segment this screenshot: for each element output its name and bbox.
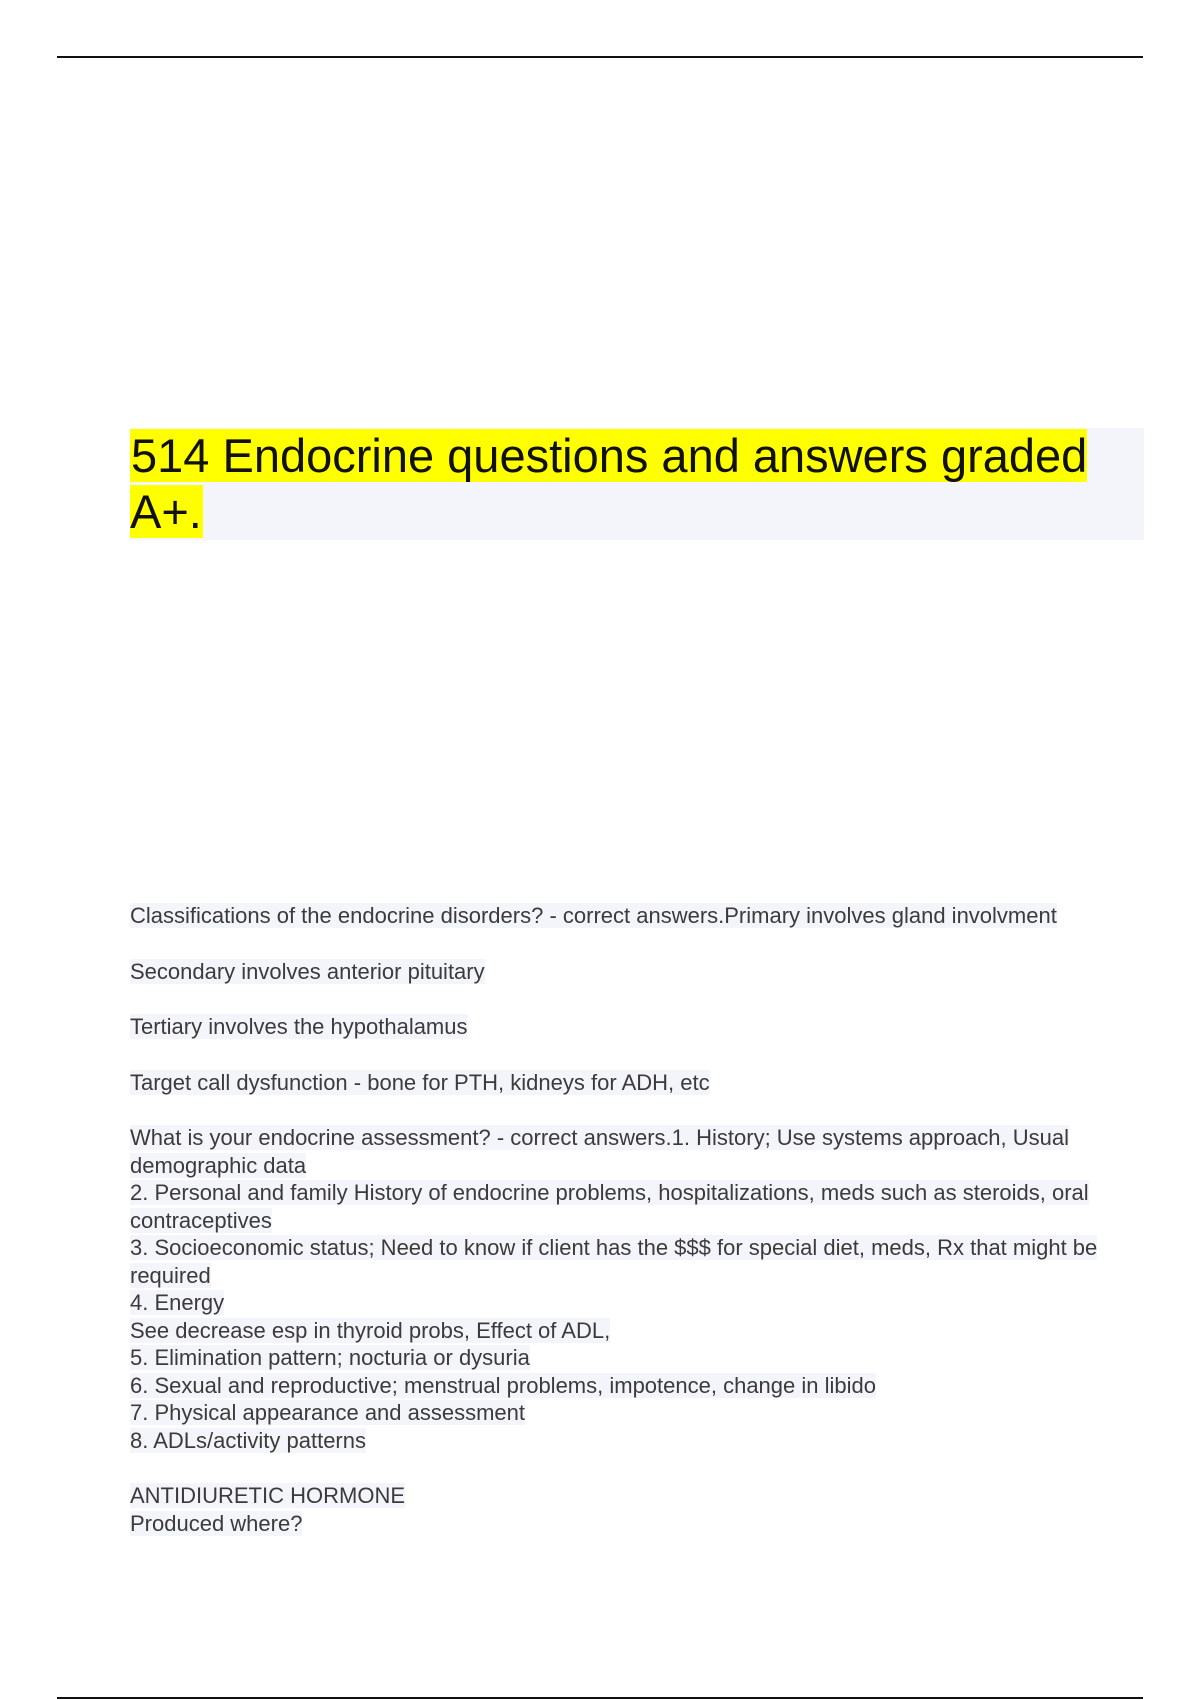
body-line-text: Target call dysfunction - bone for PTH, kidneys for ADH, etc: [130, 1069, 710, 1095]
body-line: [130, 1482, 1144, 1510]
body-line-text: Secondary involves anterior pituitary: [130, 958, 485, 984]
body-line-text: 6. Sexual and reproductive; menstrual problems, impotence, change in libido: [130, 1372, 876, 1398]
body-line-text: See decrease esp in thyroid probs, Effect of ADL,: [130, 1317, 611, 1343]
paragraph-adh: [130, 1482, 1144, 1537]
body-line: [130, 1372, 1144, 1400]
body-line: [130, 1069, 1144, 1097]
body-line-text: 2. Personal and family History of endocrine problems, hospitalizations, meds such as steroids, oral contraceptives: [130, 1180, 1089, 1233]
body-line: [130, 1344, 1144, 1372]
body-line-text: Produced where?: [130, 1510, 303, 1536]
document-title-text: 514 Endocrine questions and answers graded A+.: [130, 429, 1088, 538]
paragraph-assessment: [130, 1124, 1144, 1454]
body-line-text: 3. Socioeconomic status; Need to know if client has the $$$ for special diet, meds, Rx that might be required: [130, 1235, 1098, 1288]
body-line: [130, 1510, 1144, 1538]
body-line: [130, 902, 1144, 930]
paragraph-classifications: [130, 902, 1144, 930]
body-line-text: 7. Physical appearance and assessment: [130, 1400, 526, 1425]
body-line-text: ANTIDIURETIC HORMONE: [130, 1483, 405, 1508]
document-body: [130, 902, 1144, 1565]
paragraph-target-cell: [130, 1069, 1144, 1097]
body-line: [130, 1234, 1144, 1289]
header-rule: [57, 56, 1143, 58]
body-line-text: 4. Energy: [130, 1290, 225, 1315]
body-line: [130, 1013, 1144, 1041]
body-line-text: What is your endocrine assessment? - correct answers.1. History; Use systems approach, Usual demographic data: [130, 1125, 1070, 1178]
body-line: [130, 1427, 1144, 1455]
body-line: [130, 1124, 1144, 1179]
paragraph-secondary: [130, 958, 1144, 986]
paragraph-tertiary: [130, 1013, 1144, 1041]
body-line: [130, 1179, 1144, 1234]
body-line: [130, 1317, 1144, 1345]
body-line: [130, 1289, 1144, 1317]
footer-rule: [57, 1697, 1143, 1699]
document-title: [130, 428, 1144, 540]
body-line-text: 5. Elimination pattern; nocturia or dysuria: [130, 1345, 530, 1370]
body-line-text: Tertiary involves the hypothalamus: [130, 1014, 468, 1039]
body-line-text: Classifications of the endocrine disorders? - correct answers.Primary involves gland involvment: [130, 903, 1057, 928]
body-line: [130, 1399, 1144, 1427]
title-block: [130, 428, 1144, 540]
body-line-text: 8. ADLs/activity patterns: [130, 1427, 366, 1453]
body-line: [130, 958, 1144, 986]
